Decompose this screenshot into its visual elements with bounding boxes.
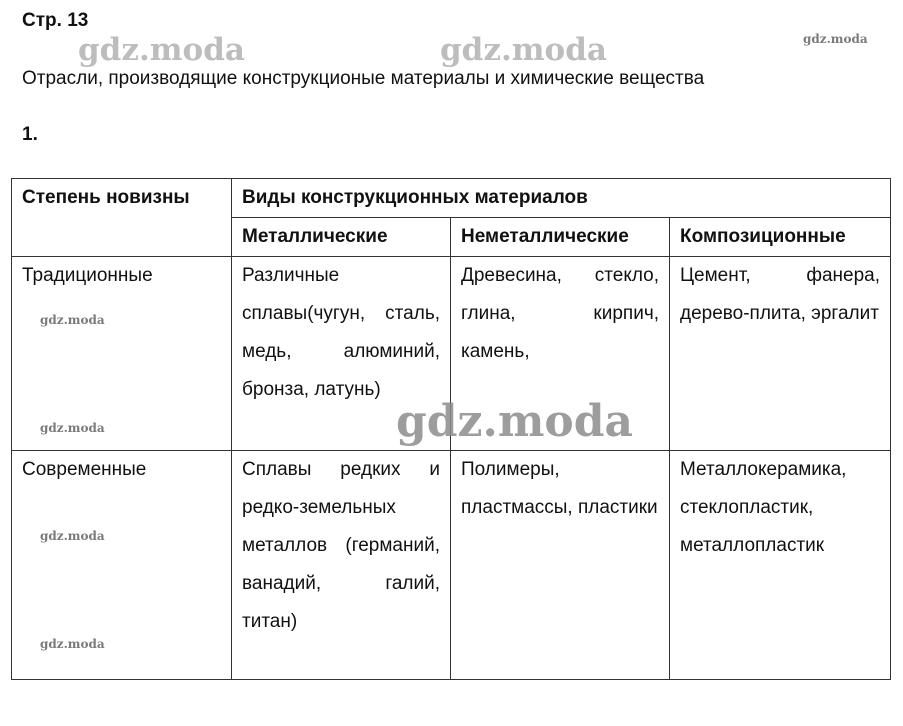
page-label: Стр. 13 <box>22 10 89 31</box>
header-metallic: Металлические <box>232 218 451 257</box>
cell-nonmetallic: Древесина, стекло, глина, кирпич, камень, <box>451 257 670 451</box>
watermark: gdz.moda <box>40 637 105 651</box>
cell-nonmetallic: Полимеры, пластмассы, пластики <box>451 451 670 680</box>
header-degree: Степень новизны <box>12 179 232 257</box>
watermark: gdz.moda <box>40 313 105 327</box>
watermark: gdz.moda <box>396 396 634 447</box>
cell-metallic: Сплавы редких и редко-земельных металлов (германий, ванадий, галий, титан) <box>232 451 451 680</box>
watermark: gdz.moda <box>40 529 105 543</box>
table-header-row <box>12 179 891 218</box>
table-row <box>12 451 891 680</box>
header-nonmetallic: Неметаллические <box>451 218 670 257</box>
cell-metallic: Различные сплавы(чугун, сталь, медь, алюминий, бронза, латунь) <box>232 257 451 451</box>
cell-degree: Традиционные <box>12 257 232 451</box>
watermark: gdz.moda <box>78 32 245 68</box>
watermark: gdz.moda <box>40 421 105 435</box>
header-composite: Композиционные <box>670 218 891 257</box>
cell-degree: Современные <box>12 451 232 680</box>
task-number: 1. <box>22 124 38 145</box>
watermark: gdz.moda <box>440 32 607 68</box>
cell-composite: Цемент, фанера, дерево-плита, эргалит <box>670 257 891 451</box>
section-title: Отрасли, производящие конструкционые материалы и химические вещества <box>22 68 705 89</box>
cell-composite: Металлокерамика, стеклопластик, металлопластик <box>670 451 891 680</box>
watermark: gdz.moda <box>803 32 868 46</box>
header-material-types: Виды конструкционных материалов <box>232 179 891 218</box>
